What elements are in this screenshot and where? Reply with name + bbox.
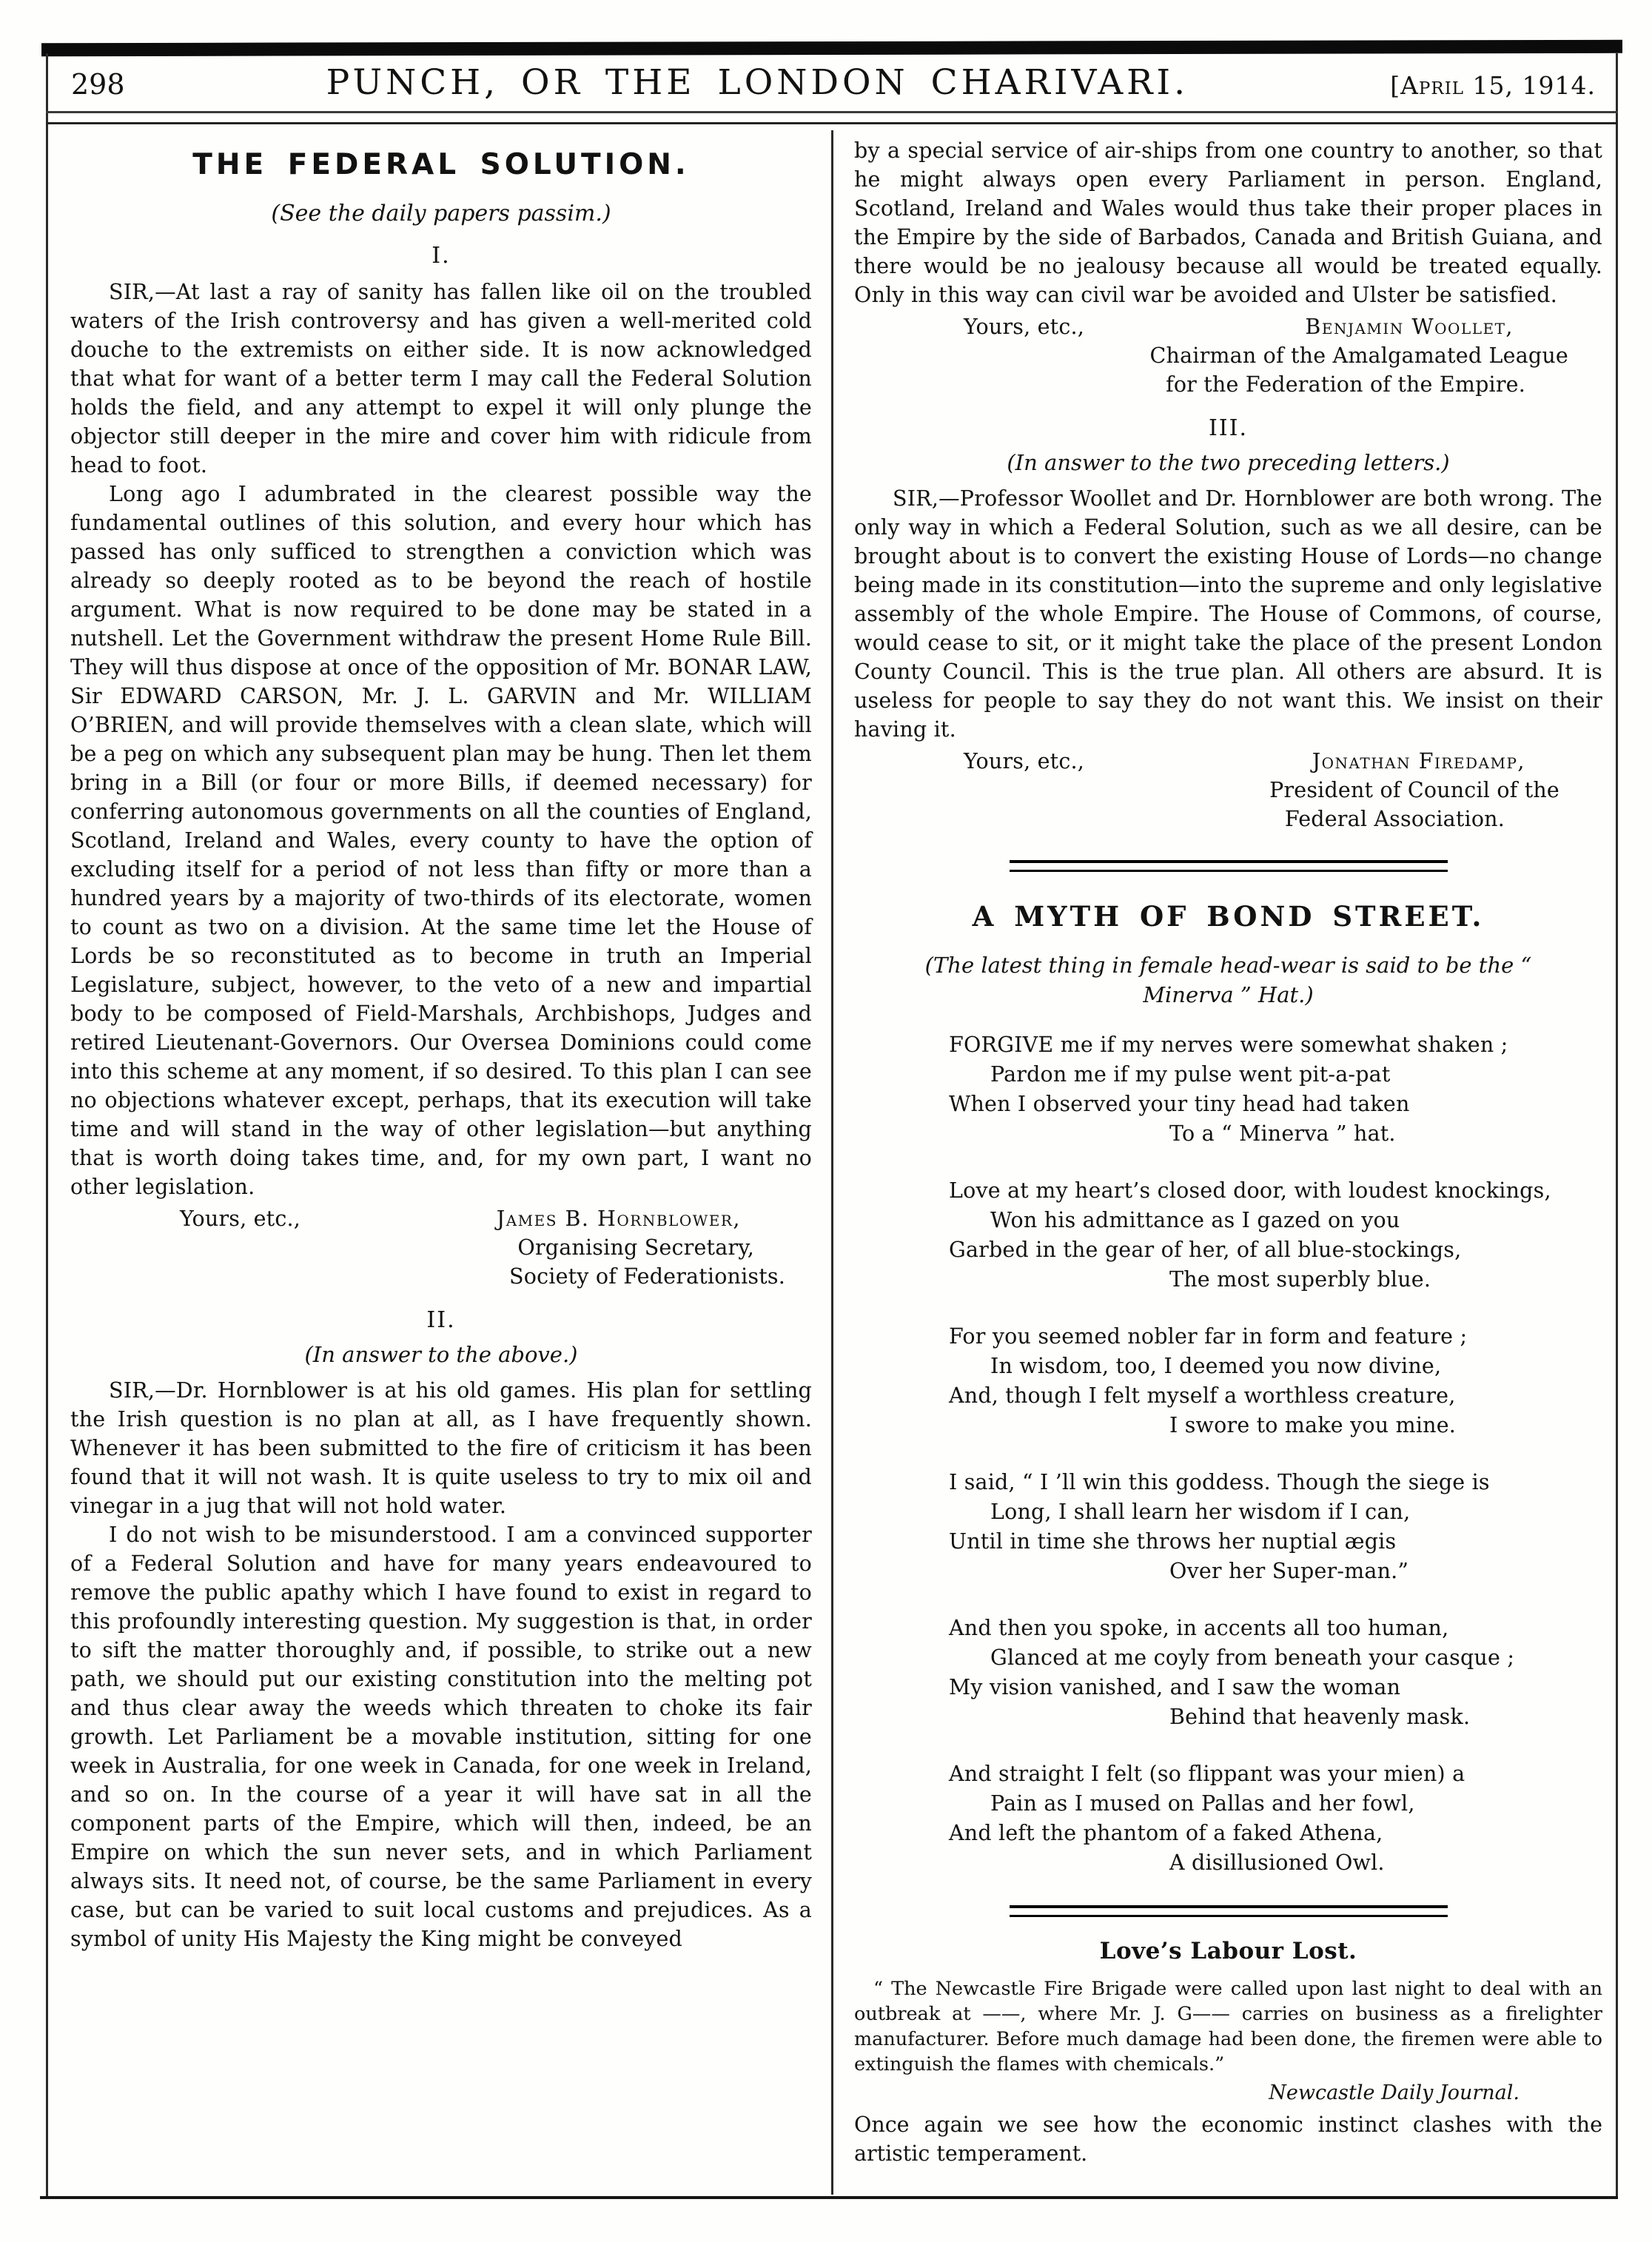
poem-line: In wisdom, too, I deemed you now divine, bbox=[990, 1354, 1442, 1378]
letter-2-paragraph: SIR,—Dr. Hornblower is at his old games. His plan for settling the Irish question is no plan at all, as I have frequently shown. Whenever it has been submitted to the fire of criticism it has been found that it will not wash. It is quite useless to try to mix oil and vinegar in a jug that will not hold water. bbox=[70, 1378, 812, 1518]
letter-3-note: (In answer to the two preceding letters.) bbox=[1007, 450, 1450, 475]
signature-row bbox=[854, 747, 1602, 776]
poem-line: When I observed your tiny head had taken bbox=[949, 1092, 1410, 1116]
poem-line: And then you spoke, in accents all too human, bbox=[949, 1616, 1449, 1640]
page-top-border bbox=[41, 40, 1622, 56]
poem bbox=[949, 1030, 1588, 1878]
article-subtitle: (See the daily papers passim.) bbox=[271, 201, 611, 226]
poem-line: And, though I felt myself a worthless creature, bbox=[949, 1383, 1456, 1408]
section-divider-double-rule bbox=[1010, 1905, 1448, 1917]
poem-line: And left the phantom of a faked Athena, bbox=[949, 1821, 1383, 1845]
letter-2-paragraph: I do not wish to be misunderstood. I am a convinced supporter of a Federal Solution and have for many years endeavoured to remove the public apathy which I have found to exist in regard to this profoundly interesting question. My suggestion is that, in order to sift the matter thoroughly and, if possible, to strike out a new path, we should put our existing constitution into the melting pot and thus clear away the weeds which threaten to choke its fair growth. Let Parliament be a movable institution, sitting for one week in Australia, for one week in Canada, for one week in Ireland, and so on. In the course of a year it will have sat in all the component parts of the Empire, which will then, indeed, be an Empire on which the sun never sets, and in which Parliament always sits. It need not, of course, be the same Parliament in every case, but can be varied to suit local customs and prejudices. As a symbol of unity His Majesty the King might be conveyed bbox=[70, 1523, 812, 1951]
poem-line: I swore to make you mine. bbox=[1169, 1413, 1457, 1437]
signature-row bbox=[70, 1204, 812, 1233]
poem-stanza bbox=[949, 1176, 1588, 1295]
signature-yours: Yours, etc., bbox=[964, 749, 1085, 773]
letter-3-signature bbox=[854, 747, 1602, 833]
poem-line: Long, I shall learn her wisdom if I can, bbox=[990, 1500, 1411, 1524]
poem-line: And straight I felt (so flippant was your mien) a bbox=[949, 1762, 1465, 1786]
letter-heading-1: I. bbox=[432, 243, 451, 269]
letter-1-paragraph: Long ago I adumbrated in the clearest possible way the fundamental outlines of this solution, and every hour which has passed has only sufficed to strengthen a conviction which was already so deeply rooted as to be beyond the reach of hostile argument. What is now required to be done may be stated in a nutshell. Let the Government withdraw the present Home Rule Bill. They will thus dispose at once of the opposition of Mr. BONAR LAW, Sir EDWARD CARSON, Mr. J. L. GARVIN and Mr. WILLIAM O’BRIEN, and will provide themselves with a clean slate, which will be a peg on which any subsequent plan may be hung. Then let them bring in a Bill (or four or more Bills, if deemed necessary) for conferring autonomous governments on all the counties of England, Scotland, Ireland and Wales, every county to have the option of excluding itself for a period of not less than fifty or more than a hundred years by a majority of two-thirds of its electorate, women to count as two on a division. At the same time let the House of Lords be so reconstituted as to become in truth an Imperial Legislature, subject, however, to the veto of a new and impartial body to be composed of Field-Marshals, Archbishops, Judges and retired Lieutenant-Governors. Our Oversea Dominions could come into this scheme at any moment, if so desired. To this plan I can see no objections whatever except, perhaps, that its execution will take time and will stand in the way of other legislation—but anything that is worth doing takes time, and, for my own part, I want no other legislation. bbox=[70, 482, 812, 1199]
signature-title-line: for the Federation of the Empire. bbox=[1166, 372, 1525, 397]
poem-line: A disillusioned Owl. bbox=[1169, 1850, 1385, 1875]
letter-2-paragraph-continued: by a special service of air-ships from one country to another, so that he might always open every Parliament in person. England, Scotland, Ireland and Wales would thus take their proper places in the Empire by the side of Barbados, Canada and British Guiana, and there would be no jealousy because all would be treated equally. Only in this way can civil war be avoided and Ulster be satisfied. bbox=[854, 138, 1602, 307]
filler-attribution: Newcastle Daily Journal. bbox=[1269, 2081, 1520, 2104]
poem-line: Love at my heart’s closed door, with loudest knockings, bbox=[949, 1178, 1551, 1203]
page-number: 298 bbox=[71, 68, 125, 101]
masthead-double-rule bbox=[46, 111, 1618, 124]
poem-line: For you seemed nobler far in form and feature ; bbox=[949, 1324, 1468, 1349]
section-divider-double-rule bbox=[1010, 860, 1448, 872]
letter-1-signature bbox=[70, 1204, 812, 1291]
poem-line: My vision vanished, and I saw the woman bbox=[949, 1675, 1401, 1699]
signature-row bbox=[854, 312, 1602, 341]
filler-title: Love’s Labour Lost. bbox=[1099, 1938, 1357, 1964]
article-title-federal-solution: THE FEDERAL SOLUTION. bbox=[192, 148, 690, 181]
poem-stanza bbox=[949, 1468, 1588, 1586]
filler-comment: Once again we see how the economic instinct clashes with the artistic temperament. bbox=[854, 2112, 1602, 2166]
signature-title-line: Chairman of the Amalgamated League bbox=[1149, 343, 1568, 368]
poem-line: Over her Super-man.” bbox=[1169, 1559, 1409, 1583]
letter-2-note: (In answer to the above.) bbox=[304, 1342, 578, 1367]
poem-line: To a “ Minerva ” hat. bbox=[1169, 1121, 1396, 1146]
poem-stanza bbox=[949, 1759, 1588, 1878]
poem-line: Until in time she throws her nuptial ægis bbox=[949, 1529, 1397, 1554]
right-column bbox=[833, 130, 1616, 2195]
letter-2-signature bbox=[854, 312, 1602, 399]
poem-stanza bbox=[949, 1322, 1588, 1440]
signature-name: Jonathan Firedamp, bbox=[1312, 749, 1525, 773]
letter-1-paragraph: SIR,—At last a ray of sanity has fallen like oil on the troubled waters of the Irish controversy and has given a well-merited cold douche to the extremists on either side. It is now acknowledged that what for want of a better term I may call the Federal Solution holds the field, and any attempt to expel it will only plunge the objector still deeper in the mire and cover him with ridicule from head to foot. bbox=[70, 280, 812, 477]
signature-title-line: Organising Secretary, bbox=[517, 1235, 754, 1260]
signature-title-line: Federal Association. bbox=[1284, 807, 1505, 831]
masthead bbox=[71, 62, 1596, 103]
page-bottom-rule bbox=[40, 2196, 1618, 2199]
poem-line: Pain as I mused on Pallas and her fowl, bbox=[990, 1791, 1415, 1816]
poem-line: Garbed in the gear of her, of all blue-stockings, bbox=[949, 1238, 1462, 1262]
letter-heading-3: III. bbox=[1208, 415, 1249, 441]
masthead-title: PUNCH, OR THE LONDON CHARIVARI. bbox=[326, 62, 1189, 103]
filler-quote: “ The Newcastle Fire Brigade were called upon last night to deal with an outbreak at ——, where Mr. J. G—— carries on business as a firelighter manufacturer. Before much damage had been done, the firemen were able to extinguish the flames with chemicals.” bbox=[854, 1978, 1602, 2075]
poem-subtitle: (The latest thing in female head-wear is said to be the “ Minerva ” Hat.) bbox=[924, 953, 1532, 1007]
letter-heading-2: II. bbox=[426, 1307, 456, 1333]
page-right-border bbox=[1616, 53, 1618, 2199]
masthead-date: [April 15, 1914. bbox=[1390, 71, 1596, 100]
signature-yours: Yours, etc., bbox=[964, 315, 1085, 339]
poem-line: I said, “ I ’ll win this goddess. Though the siege is bbox=[949, 1470, 1490, 1494]
poem-line: The most superbly blue. bbox=[1169, 1267, 1431, 1292]
letter-3-paragraph: SIR,—Professor Woollet and Dr. Hornblower are both wrong. The only way in which a Federal Solution, such as we all desire, can be brought about is to convert the existing House of Lords—no change being made in its constitution—into the supreme and only legislative assembly of the whole Empire. The House of Commons, of course, would cease to sit, or it might take the place of the present London County Council. This is the true plan. All others are absurd. It is useless for people to say they do not want this. We insist on their having it. bbox=[854, 486, 1602, 742]
left-column bbox=[48, 130, 831, 2195]
signature-name: Benjamin Woollet, bbox=[1305, 315, 1514, 339]
poem-stanza bbox=[949, 1030, 1588, 1149]
poem-line: FORGIVE me if my nerves were somewhat shaken ; bbox=[949, 1033, 1508, 1057]
poem-stanza bbox=[949, 1614, 1588, 1732]
poem-line: Behind that heavenly mask. bbox=[1169, 1705, 1471, 1729]
poem-line: Won his admittance as I gazed on you bbox=[990, 1208, 1400, 1232]
poem-line: Pardon me if my pulse went pit-a-pat bbox=[990, 1062, 1391, 1087]
poem-title: A MYTH OF BOND STREET. bbox=[972, 900, 1485, 933]
signature-title-line: President of Council of the bbox=[1269, 778, 1559, 802]
signature-yours: Yours, etc., bbox=[180, 1206, 301, 1231]
text-columns bbox=[48, 130, 1616, 2195]
signature-name: James B. Hornblower, bbox=[496, 1206, 741, 1231]
signature-title-line: Society of Federationists. bbox=[509, 1264, 785, 1289]
poem-line: Glanced at me coyly from beneath your casque ; bbox=[990, 1645, 1515, 1670]
